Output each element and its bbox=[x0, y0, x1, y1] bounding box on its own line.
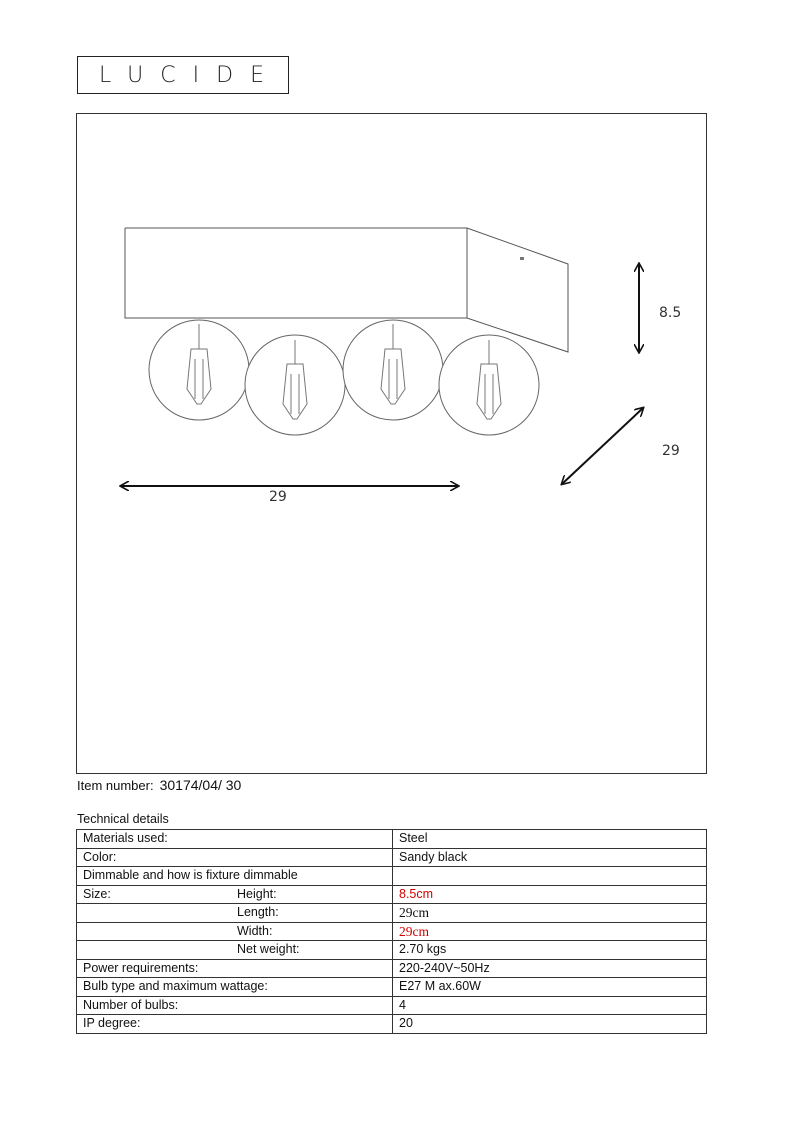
table-row bbox=[77, 867, 707, 886]
spec-label-cell bbox=[77, 922, 393, 941]
spec-label: Number of bulbs: bbox=[77, 996, 393, 1015]
spec-label-cell bbox=[77, 885, 393, 904]
table-row bbox=[77, 978, 707, 997]
height-label: 8.5 bbox=[659, 305, 682, 321]
brand-logo-text: LUCIDE bbox=[99, 62, 281, 88]
length-label: 29 bbox=[269, 489, 287, 505]
spec-value: 4 bbox=[393, 996, 707, 1015]
spec-label-cell bbox=[77, 904, 393, 923]
spec-value: E27 M ax.60W bbox=[393, 978, 707, 997]
spec-value: 220-240V~50Hz bbox=[393, 959, 707, 978]
technical-details-table bbox=[76, 829, 707, 1034]
spec-label: Size: bbox=[83, 886, 111, 901]
spec-sublabel: Length: bbox=[237, 905, 279, 919]
fixture-spheres bbox=[149, 320, 539, 435]
item-number-label: Item number: bbox=[77, 778, 154, 793]
spec-value: Steel bbox=[393, 830, 707, 849]
spec-sublabel: Width: bbox=[237, 923, 273, 938]
spec-value: 8.5cm bbox=[393, 885, 707, 904]
table-row bbox=[77, 922, 707, 941]
spec-sublabel: Net weight: bbox=[237, 942, 300, 956]
spec-value: Sandy black bbox=[393, 848, 707, 867]
spec-label: Color: bbox=[77, 848, 393, 867]
spec-value: 29cm bbox=[393, 904, 707, 923]
spec-label: Materials used: bbox=[77, 830, 393, 849]
spec-label: Bulb type and maximum wattage: bbox=[77, 978, 393, 997]
item-number bbox=[77, 777, 241, 793]
spec-value: 20 bbox=[393, 1015, 707, 1034]
table-row bbox=[77, 959, 707, 978]
table-row bbox=[77, 904, 707, 923]
table-row bbox=[77, 1015, 707, 1034]
brand-logo bbox=[77, 56, 289, 94]
table-row bbox=[77, 848, 707, 867]
spec-value bbox=[393, 867, 707, 886]
item-number-value: 30174/04/ 30 bbox=[159, 777, 242, 793]
table-row bbox=[77, 941, 707, 960]
spec-label: Dimmable and how is fixture dimmable bbox=[77, 867, 393, 886]
spec-label: IP degree: bbox=[77, 1015, 393, 1034]
spec-label-cell bbox=[77, 941, 393, 960]
spec-sublabel: Height: bbox=[237, 886, 277, 901]
spec-label: Power requirements: bbox=[77, 959, 393, 978]
product-drawing bbox=[76, 113, 707, 774]
spec-value: 29cm bbox=[393, 922, 707, 941]
table-row bbox=[77, 885, 707, 904]
table-row bbox=[77, 830, 707, 849]
width-arrow bbox=[562, 408, 643, 484]
table-row bbox=[77, 996, 707, 1015]
product-drawing-svg bbox=[77, 114, 708, 775]
width-label: 29 bbox=[662, 443, 680, 459]
technical-details-title: Technical details bbox=[77, 812, 169, 826]
spec-value: 2.70 kgs bbox=[393, 941, 707, 960]
